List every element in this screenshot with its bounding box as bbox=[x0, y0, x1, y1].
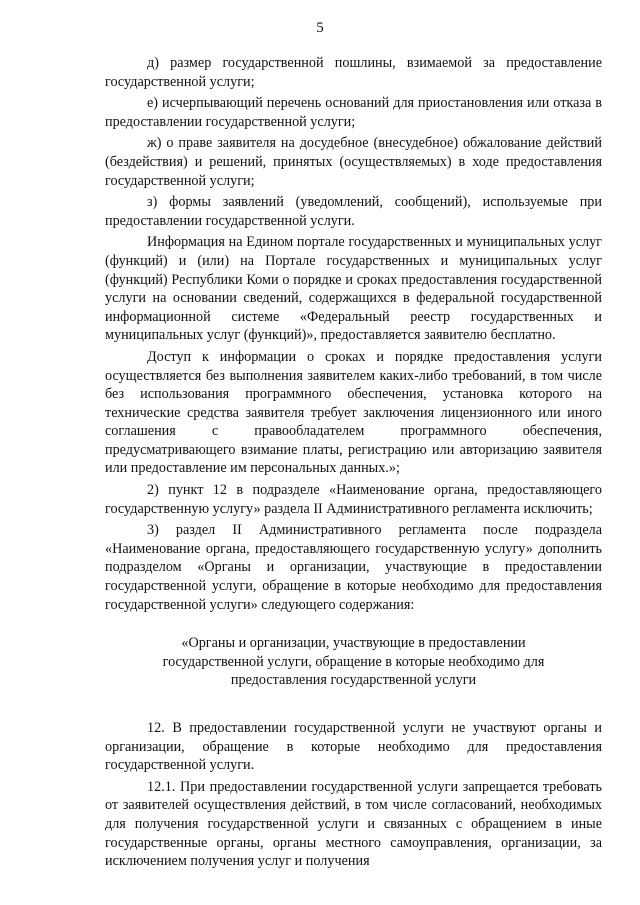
document-body bbox=[105, 54, 602, 874]
paragraph-item-3: 3) раздел II Административного регламента после подраздела «Наименование органа, предоставляющего государственную услугу» дополнить подразделом «Органы и организации, участвующие в предоставлении государственной услуги, обращение в которые необходимо для предоставления государственной услуги» следующего содержания: bbox=[105, 522, 602, 613]
section-heading bbox=[105, 634, 602, 690]
paragraph-portal-information: Информация на Едином портале государственных и муниципальных услуг (функций) и (или) на Портале государственных и муниципальных услуг (функций) Республики Коми о порядке и сроках предоставления государственной услуги на основании сведений, содержащихся в федеральной государственной информационной системе «Федеральный реестр государственных и муниципальных услуг (функций)», предоставляется заявителю бесплатно. bbox=[105, 234, 602, 344]
section-heading-line: государственной услуги, обращение в которые необходимо для bbox=[162, 653, 545, 670]
paragraph-information-access: Доступ к информации о сроках и порядке предоставления услуги осуществляется без выполнения заявителем каких-либо требований, в том числе без использования программного обеспечения, установка которого на технические средства заявителя требует заключения лицензионного или иного соглашения с правообладателем программного обеспечения, предусматривающего взимание платы, регистрацию или авторизацию заявителя или предоставление им персональных данных.»; bbox=[105, 348, 602, 477]
paragraph-item-2: 2) пункт 12 в подразделе «Наименование органа, предоставляющего государственную услугу» раздела II Административного регламента исключить; bbox=[105, 482, 602, 517]
page-number: 5 bbox=[316, 20, 324, 36]
section-heading-line: «Органы и организации, участвующие в предоставлении bbox=[181, 635, 526, 652]
paragraph-clause-12: 12. В предоставлении государственной услуги не участвуют органы и организации, обращение в которые необходимо для предоставления государственной услуги. bbox=[105, 720, 602, 774]
section-heading-line: предоставления государственной услуги bbox=[230, 672, 477, 689]
paragraph-state-duty: д) размер государственной пошлины, взимаемой за предоставление государственной услуги; bbox=[105, 55, 602, 90]
paragraph-suspension-grounds: е) исчерпывающий перечень оснований для приостановления или отказа в предоставлении государственной услуги; bbox=[105, 95, 602, 130]
paragraph-clause-12-1: 12.1. При предоставлении государственной услуги запрещается требовать от заявителей осуществления действий, в том числе согласований, необходимых для получения государственной услуги и связанных с обращением в иные государственные органы, органы местного самоуправления, организации, за исключением получения услуг и получения bbox=[105, 778, 602, 870]
paragraph-application-forms: з) формы заявлений (уведомлений, сообщений), используемые при предоставлении государственной услуги. bbox=[105, 194, 602, 229]
paragraph-appeal-rights: ж) о праве заявителя на досудебное (внесудебное) обжалование действий (бездействия) и решений, принятых (осуществляемых) в ходе предоставления государственной услуги; bbox=[105, 135, 602, 189]
